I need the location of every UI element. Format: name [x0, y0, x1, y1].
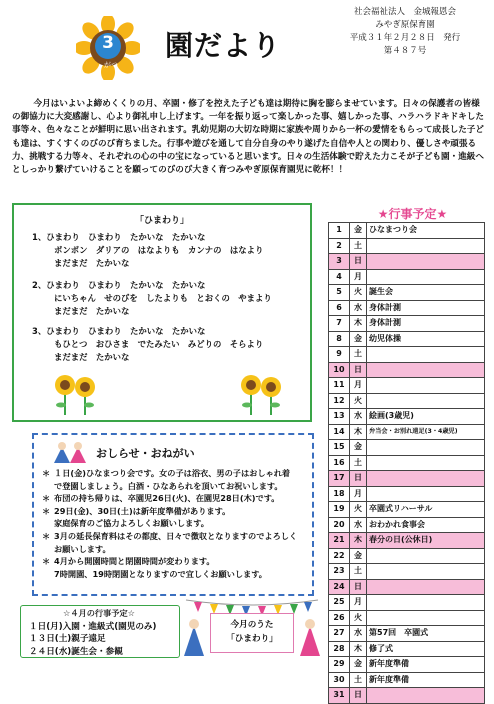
calendar-row — [329, 688, 485, 704]
april-plan-item: １３日(土)親子遠足 — [29, 634, 106, 645]
calendar-weekday: 土 — [350, 347, 367, 363]
calendar-weekday: 水 — [350, 300, 367, 316]
calendar-row — [329, 409, 485, 425]
poem-verse — [32, 279, 302, 318]
april-plan-item: １日(月)入園・進級式(園児のみ) — [29, 622, 157, 632]
calendar-row — [329, 548, 485, 564]
calendar-weekday: 水 — [350, 626, 367, 642]
calendar-weekday: 金 — [350, 223, 367, 239]
calendar-day: 2 — [329, 238, 350, 254]
notice-item: ＊ 布団の持ち帰りは、卒園児26日(火)、在園児28日(木)です。 — [42, 493, 280, 504]
publisher-line: 社会福祉法人 金城報恩会 — [353, 7, 456, 17]
event-calendar — [328, 222, 485, 704]
calendar-day: 19 — [329, 502, 350, 518]
calendar-row — [329, 424, 485, 440]
monthly-song-label: 今月のうた — [230, 620, 274, 630]
hina-dolls-icon — [50, 439, 90, 465]
calendar-event: 春分の日(公休日) — [367, 533, 485, 549]
calendar-event — [367, 254, 485, 270]
calendar-row — [329, 595, 485, 611]
calendar-day: 14 — [329, 424, 350, 440]
poem-box — [12, 203, 312, 422]
calendar-row — [329, 564, 485, 580]
month-badge: 3 — [102, 33, 114, 53]
monthly-song-name: 「ひまわり」 — [226, 634, 278, 644]
calendar-event — [367, 595, 485, 611]
calendar-row — [329, 331, 485, 347]
calendar-event — [367, 610, 485, 626]
calendar-row — [329, 362, 485, 378]
calendar-weekday: 土 — [350, 238, 367, 254]
calendar-row — [329, 269, 485, 285]
calendar-row — [329, 579, 485, 595]
calendar-row — [329, 672, 485, 688]
calendar-event — [367, 362, 485, 378]
calendar-event — [367, 564, 485, 580]
calendar-day: 11 — [329, 378, 350, 394]
calendar-row — [329, 455, 485, 471]
notice-item: ＊ 4月から開園時間と閉園時間が変わります。 7時開園、19時閉園となりますので宜しくお願いします。 — [42, 556, 267, 579]
calendar-row — [329, 533, 485, 549]
sunflower-illustration — [240, 371, 284, 417]
verse-line: にいちゃん せのびを したよりも とおくの やまより — [54, 293, 272, 303]
calendar-day: 16 — [329, 455, 350, 471]
calendar-event — [367, 471, 485, 487]
calendar-event: 身体計測 — [367, 316, 485, 332]
calendar-event — [367, 548, 485, 564]
calendar-day: 9 — [329, 347, 350, 363]
calendar-weekday: 金 — [350, 548, 367, 564]
calendar-day: 22 — [329, 548, 350, 564]
calendar-title: ★行事予定★ — [377, 207, 448, 221]
calendar-row — [329, 626, 485, 642]
verse-line: 2、ひまわり ひまわり たかいな たかいな — [32, 280, 206, 290]
calendar-event: ひなまつり会 — [367, 223, 485, 239]
calendar-event — [367, 393, 485, 409]
notice-item: ＊ 3月の延長保育料はその都度、日々で徴収となりますのでよろしく お願いします。 — [42, 530, 298, 554]
verse-line: もひとつ おひさま でたみたい みどりの そらより — [54, 339, 264, 349]
verse-line: ポンポン ダリアの はなよりも カンナの はなより — [54, 245, 264, 255]
calendar-event: 幼児体操 — [367, 331, 485, 347]
calendar-day: 8 — [329, 331, 350, 347]
calendar-weekday: 水 — [350, 517, 367, 533]
calendar-weekday: 木 — [350, 533, 367, 549]
month-suffix: がつ — [104, 61, 118, 69]
calendar-day: 28 — [329, 641, 350, 657]
calendar-weekday: 金 — [350, 440, 367, 456]
calendar-event: 修了式 — [367, 641, 485, 657]
calendar-row — [329, 285, 485, 301]
verse-line: 1、ひまわり ひまわり たかいな たかいな — [32, 232, 206, 242]
intro-paragraph: 今月はいよいよ締めくくりの月、卒園・修了を控えた子ども達は期待に胸を膨らませています。日々の保護者の皆様の御協力に大変感謝し、心より御礼申し上げます。一年を振り返って楽しかった事、嬉しかった事、ハラハラドキドキした事等々、色々なことが鮮明に思い出されます。乳幼児期の大切な時期に家族や周りから一杯の愛情をもらって成長した子ども達は、すくすくのびのび育ちました。行事や遊びを通して自分自身のやり遂げた自信や人との関わり、優しさや頑張る力、挑戦する力等々、それぞれの心の中の宝になっていると思います。日々の生活体験で貯えた力こそが子ども園・進級へとしっかり繋げていけることを願ってのびのび大きく育つみやぎ原保育園児に乾杯！！ — [12, 99, 484, 176]
calendar-weekday: 木 — [350, 424, 367, 440]
poem-title: 「ひまわり」 — [134, 216, 189, 226]
calendar-event: 第57回 卒園式 — [367, 626, 485, 642]
sunflower-logo — [76, 16, 140, 80]
calendar-row — [329, 657, 485, 673]
calendar-event: 弁当会・お別れ遠足(3・4歳児) — [367, 424, 485, 440]
calendar-row — [329, 378, 485, 394]
calendar-row — [329, 223, 485, 239]
calendar-row — [329, 486, 485, 502]
calendar-event: 新年度準備 — [367, 672, 485, 688]
calendar-event — [367, 440, 485, 456]
calendar-day: 27 — [329, 626, 350, 642]
calendar-day: 20 — [329, 517, 350, 533]
calendar-event — [367, 688, 485, 704]
calendar-weekday: 日 — [350, 471, 367, 487]
notice-box — [32, 433, 314, 596]
notice-item: ＊ 29日(金)、30日(土)は新年度準備があります。 家庭保育のご協力よろしくお願いします。 — [42, 505, 231, 529]
calendar-weekday: 土 — [350, 455, 367, 471]
calendar-day: 10 — [329, 362, 350, 378]
publisher-line: 第４８７号 — [383, 46, 427, 56]
verse-line: 3、ひまわり ひまわり たかいな たかいな — [32, 326, 206, 336]
calendar-weekday: 木 — [350, 316, 367, 332]
calendar-weekday: 火 — [350, 502, 367, 518]
calendar-weekday: 金 — [350, 657, 367, 673]
calendar-event: 身体計測 — [367, 300, 485, 316]
calendar-row — [329, 254, 485, 270]
calendar-weekday: 土 — [350, 564, 367, 580]
calendar-day: 7 — [329, 316, 350, 332]
calendar-weekday: 月 — [350, 595, 367, 611]
calendar-event — [367, 378, 485, 394]
calendar-event: 卒園式リハーサル — [367, 502, 485, 518]
calendar-row — [329, 440, 485, 456]
calendar-weekday: 火 — [350, 285, 367, 301]
calendar-weekday: 日 — [350, 254, 367, 270]
publisher-line: 平成３１年２月２８日 発行 — [349, 33, 461, 43]
publisher-info — [330, 6, 480, 58]
publisher-line: みやぎ原保育園 — [375, 20, 435, 30]
calendar-event — [367, 238, 485, 254]
calendar-day: 3 — [329, 254, 350, 270]
verse-line: まだまだ たかいな — [54, 352, 130, 362]
calendar-day: 13 — [329, 409, 350, 425]
april-plan-title: ☆４月の行事予定☆ — [63, 608, 135, 618]
sunflower-illustration — [54, 371, 98, 417]
poem-verse — [32, 325, 302, 364]
calendar-day: 1 — [329, 223, 350, 239]
calendar-row — [329, 393, 485, 409]
calendar-day: 5 — [329, 285, 350, 301]
verse-line: まだまだ たかいな — [54, 258, 130, 268]
calendar-weekday: 月 — [350, 486, 367, 502]
calendar-weekday: 土 — [350, 672, 367, 688]
poem-verse — [32, 231, 302, 270]
calendar-row — [329, 641, 485, 657]
calendar-weekday: 木 — [350, 641, 367, 657]
calendar-day: 17 — [329, 471, 350, 487]
verse-line: まだまだ たかいな — [54, 306, 130, 316]
calendar-row — [329, 610, 485, 626]
calendar-weekday: 火 — [350, 610, 367, 626]
april-plan-box — [20, 605, 180, 658]
monthly-song-box — [210, 613, 294, 653]
calendar-row — [329, 347, 485, 363]
calendar-weekday: 月 — [350, 269, 367, 285]
calendar-day: 25 — [329, 595, 350, 611]
calendar-day: 31 — [329, 688, 350, 704]
calendar-row — [329, 300, 485, 316]
calendar-weekday: 月 — [350, 378, 367, 394]
calendar-weekday: 金 — [350, 331, 367, 347]
calendar-day: 18 — [329, 486, 350, 502]
calendar-row — [329, 238, 485, 254]
calendar-day: 6 — [329, 300, 350, 316]
calendar-event: おわかれ食事会 — [367, 517, 485, 533]
calendar-row — [329, 502, 485, 518]
calendar-event — [367, 579, 485, 595]
calendar-row — [329, 517, 485, 533]
calendar-day: 23 — [329, 564, 350, 580]
calendar-weekday: 日 — [350, 579, 367, 595]
calendar-row — [329, 471, 485, 487]
calendar-event — [367, 347, 485, 363]
calendar-row — [329, 316, 485, 332]
calendar-event — [367, 455, 485, 471]
calendar-event: 誕生会 — [367, 285, 485, 301]
calendar-weekday: 日 — [350, 362, 367, 378]
calendar-day: 21 — [329, 533, 350, 549]
notice-list — [42, 467, 310, 580]
newsletter-title: 園だより — [165, 29, 282, 62]
calendar-day: 26 — [329, 610, 350, 626]
calendar-day: 24 — [329, 579, 350, 595]
calendar-weekday: 水 — [350, 409, 367, 425]
calendar-day: 12 — [329, 393, 350, 409]
calendar-day: 29 — [329, 657, 350, 673]
calendar-weekday: 日 — [350, 688, 367, 704]
calendar-event — [367, 269, 485, 285]
calendar-event — [367, 486, 485, 502]
april-plan-item: ２４日(水)誕生会・参観 — [29, 646, 123, 657]
april-plan-list — [29, 621, 156, 658]
calendar-day: 15 — [329, 440, 350, 456]
calendar-weekday: 火 — [350, 393, 367, 409]
notice-title: おしらせ・おねがい — [96, 447, 195, 460]
notice-item: ＊ １日(金)ひなまつり会です。女の子は浴衣、男の子はおしゃれ着 で登園しましょう。白酒・ひなあられを頂いてお祝いします。 — [42, 468, 291, 491]
calendar-day: 30 — [329, 672, 350, 688]
calendar-event: 絵画(3歳児) — [367, 409, 485, 425]
calendar-event: 新年度準備 — [367, 657, 485, 673]
calendar-day: 4 — [329, 269, 350, 285]
